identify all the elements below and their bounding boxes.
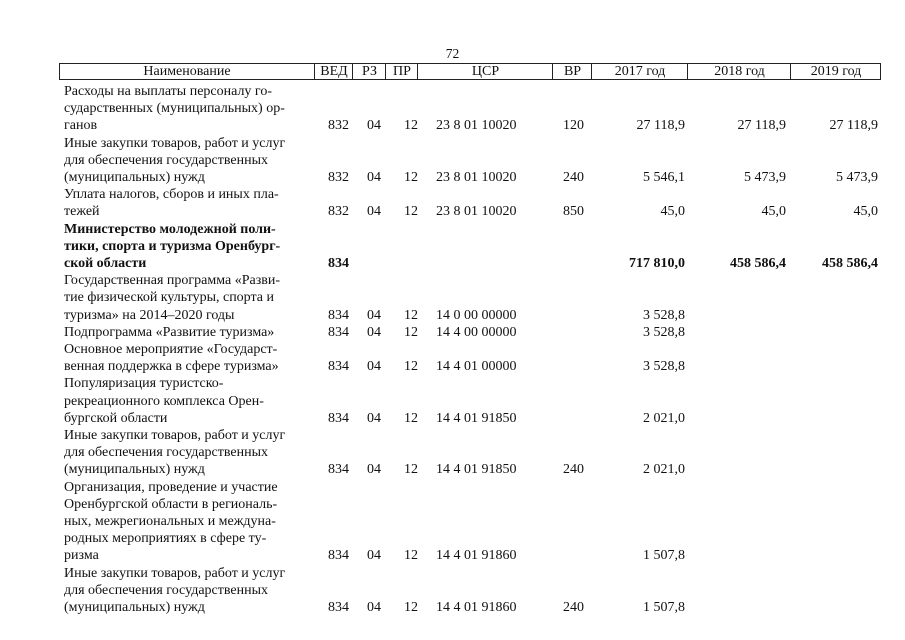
cell-rz: 04 — [367, 410, 381, 426]
cell-2017: 3 528,8 — [643, 324, 685, 340]
cell-2017: 3 528,8 — [643, 359, 685, 375]
cell-pr: 12 — [404, 118, 418, 134]
cell-name: Популяризация туристско- рекреационного комплекса Орен- бургской области — [64, 376, 264, 426]
cell-rz: 04 — [367, 599, 381, 615]
page-number: 72 — [445, 46, 460, 61]
cell-rz: 04 — [367, 169, 381, 185]
cell-rz: 04 — [367, 204, 381, 220]
cell-name: Уплата налогов, сборов и иных пла- тежей — [64, 187, 279, 220]
cell-vr: 240 — [563, 169, 584, 185]
header-rz: РЗ — [352, 64, 386, 79]
cell-pr: 12 — [404, 548, 418, 564]
cell-2018: 5 473,9 — [744, 169, 786, 185]
cell-ved: 832 — [328, 169, 349, 185]
header-name: Наименование — [143, 64, 231, 79]
cell-ved: 834 — [328, 462, 349, 478]
cell-2017: 27 118,9 — [636, 118, 685, 134]
cell-rz: 04 — [367, 307, 381, 323]
cell-csr: 14 4 01 91850 — [436, 462, 517, 478]
cell-2017: 717 810,0 — [629, 255, 685, 271]
cell-vr: 240 — [563, 462, 584, 478]
cell-pr: 12 — [404, 599, 418, 615]
header-pr: ПР — [385, 64, 418, 79]
header-2019: 2019 год — [790, 64, 881, 79]
cell-pr: 12 — [404, 410, 418, 426]
header-csr: ЦСР — [417, 64, 553, 79]
cell-rz: 04 — [367, 118, 381, 134]
cell-vr: 850 — [563, 204, 584, 220]
cell-csr: 14 4 01 91850 — [436, 410, 517, 426]
cell-2019: 458 586,4 — [822, 255, 878, 271]
header-2017: 2017 год — [591, 64, 688, 79]
table-row — [0, 479, 905, 565]
cell-2017: 45,0 — [660, 204, 685, 220]
cell-ved: 834 — [328, 307, 349, 323]
cell-vr: 240 — [563, 599, 584, 615]
cell-vr: 120 — [563, 118, 584, 134]
table-row — [0, 565, 905, 617]
cell-2017: 5 546,1 — [643, 169, 685, 185]
cell-2017: 3 528,8 — [643, 307, 685, 323]
cell-pr: 12 — [404, 169, 418, 185]
header-vr: ВР — [552, 64, 592, 79]
cell-ved: 834 — [328, 410, 349, 426]
cell-ved: 834 — [328, 359, 349, 375]
cell-csr: 14 4 01 91860 — [436, 599, 517, 615]
cell-csr: 23 8 01 10020 — [436, 118, 517, 134]
cell-csr: 23 8 01 10020 — [436, 204, 517, 220]
cell-ved: 834 — [328, 599, 349, 615]
cell-rz: 04 — [367, 324, 381, 340]
cell-name: Подпрограмма «Развитие туризма» — [64, 324, 275, 340]
table-row — [0, 427, 905, 479]
cell-rz: 04 — [367, 548, 381, 564]
cell-ved: 834 — [328, 255, 349, 271]
cell-csr: 14 4 01 91860 — [436, 548, 517, 564]
cell-2018: 45,0 — [761, 204, 786, 220]
cell-name: Иные закупки товаров, работ и услуг для обеспечения государственных (муниципальных) нужд — [64, 565, 286, 615]
header-ved: ВЕД — [314, 64, 353, 79]
cell-ved: 834 — [328, 548, 349, 564]
cell-name: Основное мероприятие «Государст- венная поддержка в сфере туризма» — [64, 342, 279, 375]
cell-name: Расходы на выплаты персоналу го- сударственных (муниципальных) ор- ганов — [64, 84, 285, 134]
table-row — [0, 83, 905, 135]
cell-ved: 832 — [328, 118, 349, 134]
cell-pr: 12 — [404, 307, 418, 323]
cell-2019: 45,0 — [853, 204, 878, 220]
table-row — [0, 186, 905, 220]
cell-2017: 2 021,0 — [643, 410, 685, 426]
cell-2017: 1 507,8 — [643, 548, 685, 564]
cell-ved: 832 — [328, 204, 349, 220]
table-row — [0, 341, 905, 375]
table-row — [0, 375, 905, 427]
cell-csr: 23 8 01 10020 — [436, 169, 517, 185]
table-header — [59, 63, 881, 80]
cell-2017: 1 507,8 — [643, 599, 685, 615]
table-row — [0, 221, 905, 273]
cell-csr: 14 4 00 00000 — [436, 324, 517, 340]
cell-name: Иные закупки товаров, работ и услуг для обеспечения государственных (муниципальных) нужд — [64, 135, 286, 185]
cell-csr: 14 0 00 00000 — [436, 307, 517, 323]
cell-pr: 12 — [404, 204, 418, 220]
cell-name: Государственная программа «Разви- тие физической культуры, спорта и туризма» на 2014–2020 годы — [64, 273, 280, 323]
cell-2017: 2 021,0 — [643, 462, 685, 478]
cell-csr: 14 4 01 00000 — [436, 359, 517, 375]
table-row — [0, 135, 905, 187]
cell-ved: 834 — [328, 324, 349, 340]
cell-rz: 04 — [367, 462, 381, 478]
header-2018: 2018 год — [687, 64, 791, 79]
cell-name: Министерство молодежной поли- тики, спорта и туризма Оренбург- ской области — [64, 221, 281, 271]
cell-2019: 27 118,9 — [829, 118, 878, 134]
cell-2018: 458 586,4 — [730, 255, 786, 271]
cell-name: Иные закупки товаров, работ и услуг для обеспечения государственных (муниципальных) нужд — [64, 428, 286, 478]
cell-name: Организация, проведение и участие Оренбургской области в региональ- ных, межрегиональных и междуна- родных мероприятиях в сфере ту- ризма — [64, 479, 278, 564]
cell-pr: 12 — [404, 359, 418, 375]
cell-pr: 12 — [404, 462, 418, 478]
cell-rz: 04 — [367, 359, 381, 375]
cell-2019: 5 473,9 — [836, 169, 878, 185]
table-row — [0, 324, 905, 341]
table-row — [0, 272, 905, 324]
cell-2018: 27 118,9 — [737, 118, 786, 134]
cell-pr: 12 — [404, 324, 418, 340]
